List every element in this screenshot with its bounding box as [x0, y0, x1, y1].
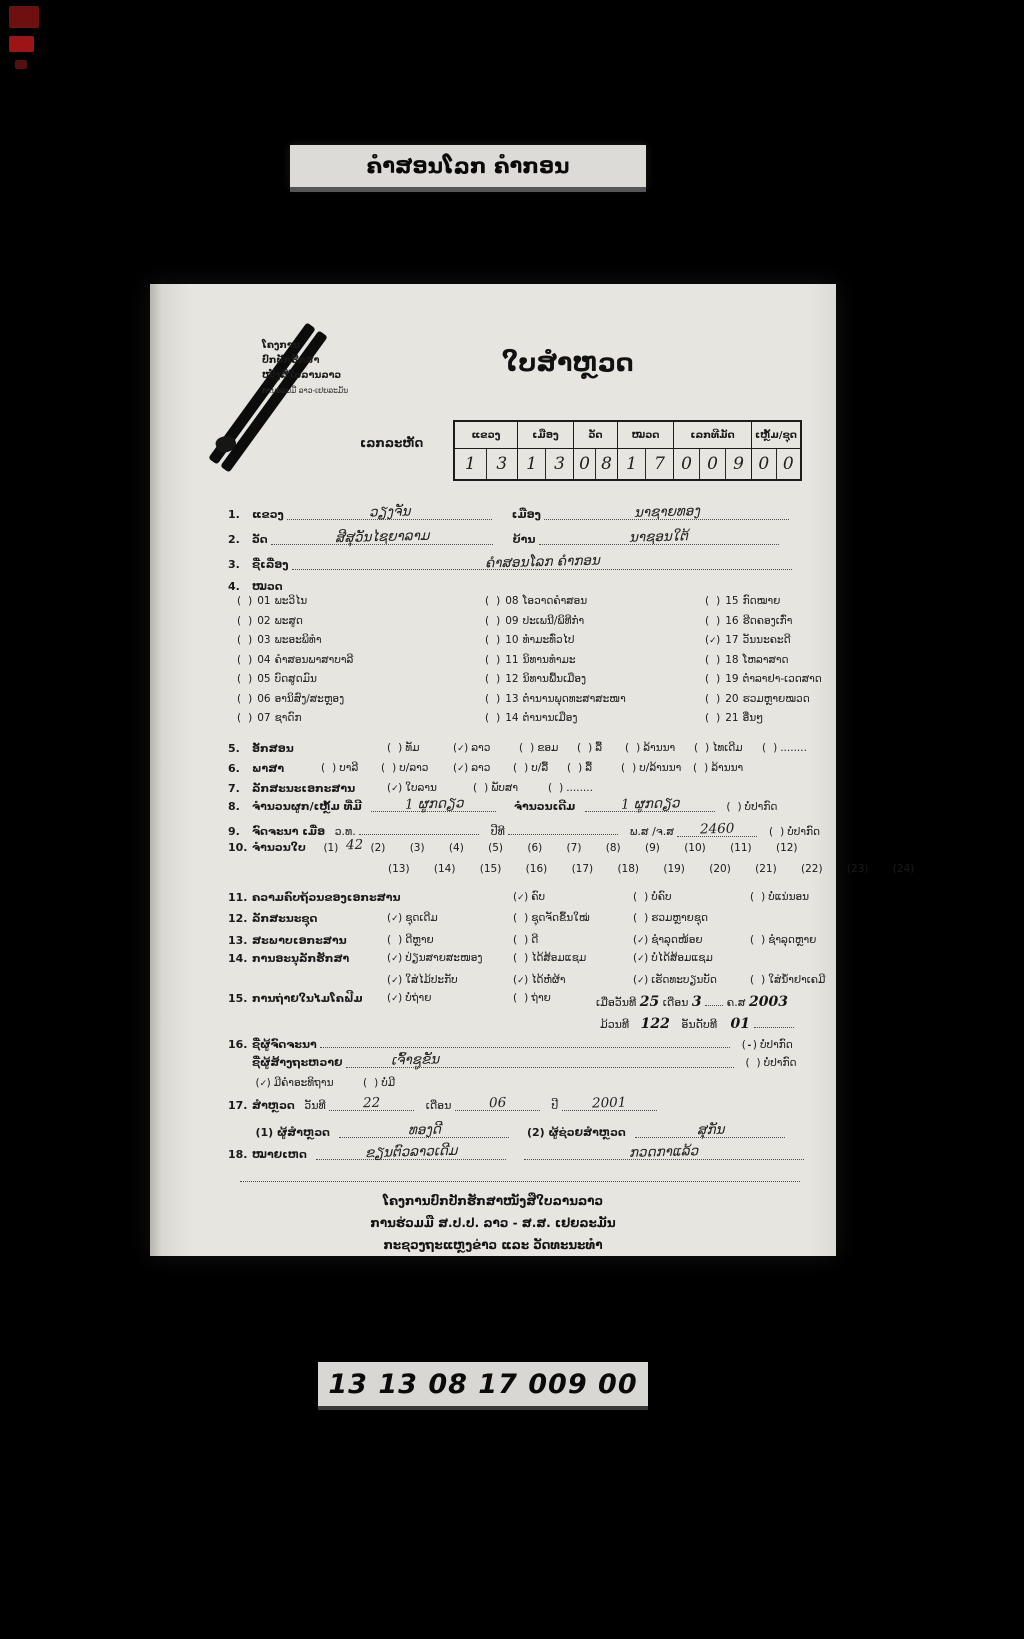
donor-blank: [346, 1051, 734, 1069]
set-option: ( ) ຮວມຫຼາຍຊຸດ: [633, 912, 708, 924]
monastery-handwriting: ສີສຸວັນໄຊຍາລາມ: [334, 527, 430, 547]
surveyor-signature-blank: [339, 1121, 509, 1139]
digit: 0: [699, 449, 725, 479]
category-item: ( )11 ນິທານທຳມະ: [485, 654, 576, 666]
logo-text: ໂຄງການ ປົກປັກຮັກສາ ໜັງສືໃບລານລາວ ການຮ່ວມມື ລາວ-ເຢຍລະມັນ: [262, 340, 349, 395]
category-item: ( )06 ອານິສົງ/ສະຫຼອງ: [237, 693, 344, 705]
not-found-option: ( - ) ບໍ່ປາກົດ: [742, 1039, 793, 1051]
category-item: ( )04 ຄຳສອນພາສາບາລີ: [237, 654, 353, 666]
field-donor-name: ຊື່ຜູ້ສ້າງຖະຫວາຍ ເຈົ້າຊູຂັນ ( ) ບໍ່ປາກົດ: [228, 1054, 818, 1069]
field-remarks: 18. ໝາຍເຫດ ຂຽນຕົວລາວເດີມ ກວດກາແລ້ວ: [228, 1146, 818, 1161]
field-category-heading: 4. ໝວດ: [228, 580, 283, 593]
survey-form-paper: [150, 284, 915, 1256]
field-script: 5. ອັກສອນ ( ) ທັມ ( ✓ ) ລາວ ( ) ຂອມ ( ) ລື້ ( ) ລ້ານນາ ( ) ໄທເດີມ ( ) ........: [228, 742, 818, 755]
red-calibration-mark: [9, 6, 39, 28]
count-handwriting: 1 ຜູກດຽວ: [404, 795, 464, 813]
form-option: ( ✓ ) ໃບລານ: [387, 782, 437, 794]
completeness-option: ( ) ບໍ່ແນ່ນອນ: [750, 891, 809, 903]
language-option: ( ) ບ/ລ້ານນາ: [621, 762, 681, 774]
item-number-handwriting: 01: [730, 1016, 751, 1032]
category-item: ( )05 ບົດສູດມົນ: [237, 673, 317, 685]
col-text-number: ເລກທີມັດ: [673, 422, 751, 448]
category-item: ( )03 ພະອະພິທຳ: [237, 634, 321, 646]
remarks-blank: [316, 1142, 506, 1162]
not-found-option: ( ) ບໍ່ປາກົດ: [769, 826, 820, 838]
field-leaf-count: 10. ຈຳນວນໃບ (1) 42 (2) (3) (4) (5) (6) (7) (8) (9) (10) (11) (12): [228, 836, 798, 854]
era-year-blank: [677, 820, 757, 838]
language-option: ( ✓ ) ລາວ: [453, 762, 490, 774]
film-month-handwriting: 3: [691, 994, 702, 1010]
category-item: ( )02 ພະສູດ: [237, 615, 303, 627]
col-province: ແຂວງ: [471, 429, 501, 441]
field-microfilm: 15. ການຖ່າຍໃນໄມໂຄຟີມ ( ✓ ) ບໍ່ຖ່າຍ ( ) ຖ່າຍ ເມື່ອວັນທີ 25 ເດືອນ 3 ຄ.ສ 2003: [228, 992, 818, 1005]
language-option: ( ) ລ້ານນາ: [693, 762, 743, 774]
col-monastery: ວັດ: [573, 422, 617, 448]
digit: 3: [545, 449, 573, 479]
field-scribe-name: 16. ຊື່ຜູ້ຈົດຈະນາ ( - ) ບໍ່ປາກົດ: [228, 1034, 818, 1051]
remarks-handwriting: ຂຽນຕົວລາວເດີມ: [364, 1142, 458, 1162]
set-option: ( ✓ ) ຊຸດເດີມ: [387, 912, 438, 924]
remarks-blank: [524, 1143, 804, 1161]
plmp-logo: [150, 284, 370, 484]
set-option: ( ) ຊຸດຈັດຂຶ້ນໃໝ່: [513, 912, 590, 924]
province-blank: [287, 503, 492, 521]
village-handwriting: ນາຊອນໃຕ້: [629, 528, 689, 546]
not-found-option: ( ) ບໍ່ປາກົດ: [745, 1057, 796, 1069]
surveyor-signature: ທອງດີ: [407, 1121, 442, 1139]
field-date-inscribed: 9. ຈົດຈະນາ ເມື່ອ ວ.ທ. ປີທີ ພ.ສ /ຈ.ສ 2460 ( ) ບໍ່ປາກົດ: [228, 821, 818, 838]
count-blank: [371, 795, 496, 813]
film-day-handwriting: 25: [639, 994, 660, 1010]
district-handwriting: ນາຊາຍທອງ: [633, 503, 701, 521]
era-year-handwriting: 2460: [700, 820, 735, 838]
footer-ministry: ກະຊວງຖະແຫຼງຂ່າວ ແລະ ວັດທະນະທຳ: [383, 1238, 603, 1252]
conservation-option: ( ✓ ) ໃສ່ໄມ້ປະກັບ: [387, 974, 458, 986]
col-copy: ເຫຼັ້ມ/ຊຸດ: [751, 422, 800, 448]
field-language: 6. ພາສາ ( ) ບາລີ ( ) ບ/ລາວ ( ✓ ) ລາວ ( ) ບ/ລື້ ( ) ລື້ ( ) ບ/ລ້ານນາ ( ) ລ້ານນາ: [228, 762, 818, 775]
language-option: ( ) ບ/ລື້: [513, 762, 548, 774]
scribe-blank: [320, 1034, 730, 1048]
province-handwriting: ວຽງຈັນ: [368, 503, 411, 521]
language-option: ( ) ລື້: [567, 762, 592, 774]
microfilm-date: ເມື່ອວັນທີ 25 ເດືອນ 3 ຄ.ສ 2003: [596, 994, 788, 1010]
village-blank: [539, 528, 779, 546]
leaf-count-handwriting: 42: [345, 836, 364, 854]
donor-handwriting: ເຈົ້າຊູຂັນ: [390, 1051, 440, 1069]
dedication-option: ( ) ບໍ່ມີ: [363, 1077, 395, 1089]
survey-month-handwriting: 06: [488, 1094, 507, 1112]
digit: 9: [725, 449, 751, 479]
form-option: ( ) ........: [548, 782, 593, 794]
digit: 0: [776, 449, 801, 479]
category-item: ( )07 ຊາດົກ: [237, 712, 302, 724]
digit: 0: [579, 454, 590, 474]
digit: 0: [758, 454, 770, 474]
script-option: ( ) ຂອມ: [519, 742, 558, 754]
remarks-handwriting: ກວດກາແລ້ວ: [629, 1143, 699, 1161]
field-monastery-village: 2. ວັດ ສີສຸວັນໄຊຍາລາມ ບ້ານ ນາຊອນໃຕ້: [228, 531, 818, 546]
conservation-option: ( ✓ ) ໄດ້ຫໍ່ຜ້າ: [513, 974, 566, 986]
category-item: ( )01 ພະວິໄນ: [237, 595, 307, 607]
code-table: [453, 420, 802, 481]
empty-dotted-line: [240, 1180, 800, 1182]
red-calibration-mark: [9, 36, 34, 52]
category-item: ( )20 ຮວມຫຼາຍໝວດ: [705, 693, 810, 705]
condition-option: ( ✓ ) ຊຳລຸດໜ້ອຍ: [633, 934, 703, 946]
field-province-district: 1. ແຂວງ ວຽງຈັນ ເມືອງ ນາຊາຍທອງ: [228, 506, 818, 521]
survey-day-blank: [329, 1094, 414, 1112]
original-count-handwriting: 1 ຜູກດຽວ: [620, 795, 680, 813]
col-district: ເມືອງ: [517, 422, 573, 448]
language-option: ( ) ບ/ລາວ: [381, 762, 428, 774]
category-item-checked: ( ✓ ) 17 ວັນນະຄະດີ: [705, 634, 791, 646]
field-condition: 13. ສະພາບເອກະສານ ( ) ດີຫຼາຍ ( ) ດີ ( ✓ ) ຊຳລຸດໜ້ອຍ ( ) ຊຳລຸດຫຼາຍ: [228, 934, 818, 947]
script-option: ( ) ........: [762, 742, 807, 754]
field-completeness: 11. ຄວາມຄົບຖ້ວນຂອງເອກະສານ ( ✓ ) ຄົບ ( ) ບໍ່ຄົບ ( ) ບໍ່ແນ່ນອນ: [228, 891, 818, 904]
category-item: ( )15 ກົດໝາຍ: [705, 595, 780, 607]
manuscript-title: ຄຳສອນໂລກ ຄຳກອນ: [366, 154, 570, 178]
script-option: ( ) ລື້: [577, 742, 602, 754]
year-blank: [508, 821, 618, 835]
field-leaf-count-row2: (13) (14) (15) (16) (17) (18) (19) (20) (21) (22) (23) (24): [388, 863, 915, 875]
monastery-blank: [271, 527, 493, 547]
field-document-form: 7. ລັກສະນະເອກະສານ ( ✓ ) ໃບລານ ( ) ພັບສາ ( ) ........: [228, 782, 818, 795]
digit: 1: [526, 454, 537, 474]
survey-year-blank: [562, 1094, 657, 1112]
field-set-type: 12. ລັກສະນະຊຸດ ( ✓ ) ຊຸດເດີມ ( ) ຊຸດຈັດຂຶ້ນໃໝ່ ( ) ຮວມຫຼາຍຊຸດ: [228, 912, 818, 925]
form-title: ໃບສຳຫຼວດ: [502, 348, 634, 377]
condition-option: ( ) ຊຳລຸດຫຼາຍ: [750, 934, 816, 946]
condition-option: ( ) ດີຫຼາຍ: [387, 934, 434, 946]
condition-option: ( ) ດີ: [513, 934, 538, 946]
digit: 7: [645, 449, 673, 479]
field-title: 3. ຊື່ເລື່ອງ ຄຳສອນໂລກ ຄຳກອນ: [228, 556, 818, 571]
code-table-digits: [455, 448, 800, 479]
category-item: ( )09 ປະເພນີ/ພິທີກຳ: [485, 615, 584, 627]
language-option: ( ) ບາລີ: [321, 762, 358, 774]
manuscript-title-strip: [290, 145, 646, 187]
category-item: ( )14 ຕຳນານເມືອງ: [485, 712, 578, 724]
script-option: ( ) ທັມ: [387, 742, 419, 754]
code-number-label: ເລກລະຫັດ: [360, 436, 424, 450]
category-item: ( )12 ນິທານພື້ນເມືອງ: [485, 673, 586, 685]
digit: 8: [595, 449, 617, 479]
category-item: ( )18 ໂຫລາສາດ: [705, 654, 789, 666]
field-microfilm-roll: ມ້ວນທີ 122 ອັນດັບທີ 01: [600, 1014, 1024, 1032]
conservation-option: ( ) ໄດ້ສ້ອມແຊມ: [513, 952, 586, 964]
completeness-option: ( ✓ ) ຄົບ: [513, 891, 545, 903]
roll-number-handwriting: 122: [640, 1016, 670, 1032]
red-calibration-mark: [15, 60, 27, 69]
dedication-option: ( ✓ ) ມີຄຳອະທິຖານ: [256, 1077, 334, 1089]
microfilm-option: ( ) ຖ່າຍ: [513, 992, 551, 1004]
code-number-strip: [318, 1362, 648, 1406]
conservation-option: ( ✓ ) ບໍ່ໄດ້ສ້ອມແຊມ: [633, 952, 713, 964]
field-survey-date: 17. ສຳຫຼວດ ວັນທີ 22 ເດືອນ 06 ປີ 2001: [228, 1097, 818, 1112]
footer-program-name: ໂຄງການປົກປັກຮັກສາໜັງສືໃບລານລາວ: [382, 1194, 604, 1208]
category-item: ( )19 ຕຳລາຢາ-ເວດສາດ: [705, 673, 822, 685]
digit: 0: [681, 454, 692, 474]
script-option: ( ✓ ) ລາວ: [453, 742, 490, 754]
completeness-option: ( ) ບໍ່ຄົບ: [633, 891, 672, 903]
category-item: ( )10 ທຳມະທົ່ວໄປ: [485, 634, 574, 646]
category-item: ( )21 ອື່ນໆ: [705, 712, 763, 724]
digit: 3: [486, 449, 518, 479]
assistant-signature-blank: [635, 1121, 785, 1139]
original-count-blank: [585, 795, 715, 813]
survey-month-blank: [455, 1094, 540, 1112]
field-fascicle-count: 8. ຈຳນວນຜູກ/ເຫຼັ້ມ ທີ່ມີ 1 ຜູກດຽວ ຈຳນວນເດີມ 1 ຜູກດຽວ ( ) ບໍ່ປາກົດ: [228, 798, 818, 813]
date-blank: [359, 821, 479, 835]
category-item: ( )13 ຕຳນານພຸດທະສາສະໜາ: [485, 693, 626, 705]
digit: 1: [464, 454, 476, 474]
district-blank: [544, 503, 789, 521]
conservation-option: ( ) ໃສ່ນ້ຳຢາເຄມີ: [750, 974, 825, 986]
footer-cooperation: ການຮ່ວມມື ສ.ປ.ປ. ລາວ - ສ.ສ. ເຢຍລະມັນ: [370, 1216, 616, 1230]
code-table-header: [455, 422, 800, 448]
survey-year-handwriting: 2001: [591, 1094, 627, 1112]
microfilm-option: ( ✓ ) ບໍ່ຖ່າຍ: [387, 992, 431, 1004]
conservation-option: ( ✓ ) ປ່ຽນສາຍສະໜອງ: [387, 952, 482, 964]
field-surveyors: (1) ຜູ້ສຳຫຼວດ ທອງດີ (2) ຜູ້ຊ່ວຍສຳຫຼວດ ສຸກັນ: [228, 1124, 818, 1139]
code-number: 13 13 08 17 009 00: [328, 1368, 638, 1400]
digit: 1: [626, 454, 637, 474]
film-year-handwriting: 2003: [748, 994, 788, 1010]
conservation-option: ( ✓ ) ເຮັດທະບຽນບັດ: [633, 974, 717, 986]
survey-day-handwriting: 22: [362, 1094, 381, 1112]
script-option: ( ) ໄທເດີມ: [694, 742, 743, 754]
col-category: ໝວດ: [617, 422, 673, 448]
form-option: ( ) ພັບສາ: [473, 782, 518, 794]
assistant-signature: ສຸກັນ: [696, 1121, 725, 1139]
title-handwriting: ຄຳສອນໂລກ ຄຳກອນ: [484, 552, 600, 572]
field-dedication: [228, 1076, 818, 1089]
not-found-option: ( ) ບໍ່ປາກົດ: [726, 801, 777, 813]
script-option: ( ) ລ້ານນາ: [625, 742, 675, 754]
title-blank: [292, 552, 792, 572]
field-conservation: 14. ການອະນຸລັກຮັກສາ ( ✓ ) ປ່ຽນສາຍສະໜອງ ( ) ໄດ້ສ້ອມແຊມ ( ✓ ) ບໍ່ໄດ້ສ້ອມແຊມ: [228, 952, 818, 965]
category-item: ( )08 ໂອວາດຄຳສອນ: [485, 595, 587, 607]
category-item: ( )16 ຮີດຄອງເກົ່າ: [705, 615, 792, 627]
